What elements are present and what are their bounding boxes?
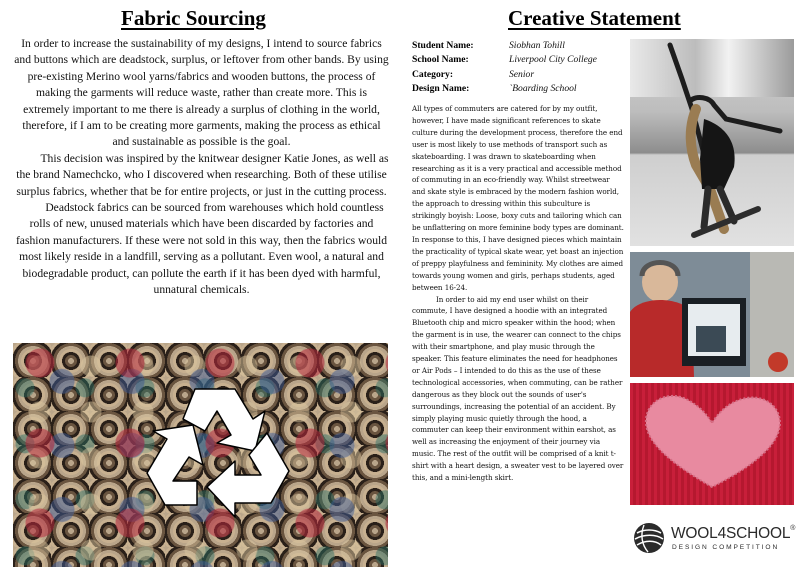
statement-paragraph-1: All types of commuters are catered for by my outfit, however, I have made significant references to skate culture during the development process, therefore the end user is most likely to use methods of transport such as skateboarding. I was drawn to skateboarding when researching as it is a very practical and accessible method of commuting in an eco-friendly way. Whilst streetwear and skate style is embraced by the modern fashion world, the approach to dressing within this subculture is strikingly boyish: Loose, boxy cuts and tailoring which can be unflattering on more feminine body types are dominant. In response to this, I have designed pieces which maintain the practicality of typical skate wear, yet boast an injection of preppy playfulness and femininity. My clothes are aimed towards young women and girls, perhaps students, aged between 16-24. bbox=[412, 104, 624, 292]
info-value: `Boarding School bbox=[509, 83, 577, 95]
info-value: Senior bbox=[509, 68, 535, 80]
fabric-sourcing-body bbox=[14, 36, 389, 299]
info-label: Student Name: bbox=[412, 40, 474, 51]
fabric-paragraph-2: This decision was inspired by the knitwear designer Katie Jones, as well as the brand Namechcko, who I discovered when researching. Both of these utilise surplus fabrics, whether that be for entire projects, or just in the cutting process. bbox=[16, 151, 389, 198]
knit-heart-photo bbox=[630, 383, 794, 505]
info-row-design-name bbox=[412, 82, 630, 96]
info-label: Design Name: bbox=[412, 83, 470, 95]
fabric-rolls-image bbox=[13, 343, 388, 567]
statement-paragraph-2: In order to aid my end user whilst on their commute, I have designed a hoodie with an integrated Bluetooth chip and micro speaker within the hood; when the garment is in use, the wearer can connect to the chips with their smartphone, and play music through the speaker. This feature eliminates the need for headphones or Air Pods – I intended to do this as the use of these technological accessories, when commuting, can be rather dangerous as they block out the sounds of user's surroundings, increasing the potential of an accident. By simply playing music quietly through the hood, a commuter can keep their environment within earshot, as well as increasing the enjoyment of their journey via music. The rest of the outfit will be comprised of a knit t-shirt with a heart design, a sweater vest to be layered over this, and a mini-length skirt. bbox=[412, 294, 624, 483]
info-row-school-name bbox=[412, 53, 630, 67]
skateboarder-photo bbox=[630, 39, 794, 246]
hoodie-headphones-photo bbox=[630, 252, 794, 377]
creative-statement-body bbox=[412, 103, 624, 484]
recycle-icon bbox=[143, 381, 293, 521]
logo-wordmark bbox=[671, 525, 795, 543]
info-value: Liverpool City College bbox=[509, 54, 597, 66]
info-row-student-name bbox=[412, 39, 630, 53]
logo-name: WOOL4SCHOOL bbox=[671, 525, 791, 542]
wool4school-logo bbox=[632, 518, 798, 558]
info-row-category bbox=[412, 68, 630, 82]
fabric-paragraph-3: Deadstock fabrics can be sourced from warehouses which hold countless rolls of new, unused materials which have been discarded by factories and fashion manufacturers. If these were not sold in this way, then the fabrics would most likely reside in a landfill, serving as a pollutant. Even wool, a natural and biodegradable product, can pollute the earth if it has been dyed with harmful, unnatural chemicals. bbox=[15, 201, 388, 297]
heart-icon bbox=[630, 383, 794, 505]
classroom-scene bbox=[630, 252, 794, 377]
fabric-paragraph-1: In order to increase the sustainability of my designs, I intend to source fabrics and buttons which are deadstock, surplus, or leftover from other bands. By using pre-existing Merino wool yarns/fabrics and wooden buttons, the process of making the garments will reduce waste, rather than create more. This is extremely important to me there is already a surplus of clothing in the world, therefore, if I am to be creating more garments, making the process as ethical and sustainable as possible is the goal. bbox=[14, 37, 389, 149]
info-label: Category: bbox=[412, 68, 454, 80]
info-value: Siobhan Tohill bbox=[509, 40, 565, 51]
yarn-ball-icon bbox=[632, 521, 666, 555]
skater-figure bbox=[630, 39, 794, 246]
student-info bbox=[412, 39, 630, 97]
creative-statement-heading: Creative Statement bbox=[508, 6, 681, 30]
logo-subtitle: DESIGN COMPETITION bbox=[672, 544, 780, 551]
fabric-sourcing-heading: Fabric Sourcing bbox=[121, 6, 266, 30]
info-label: School Name: bbox=[412, 54, 469, 66]
registered-mark: ® bbox=[790, 525, 796, 532]
